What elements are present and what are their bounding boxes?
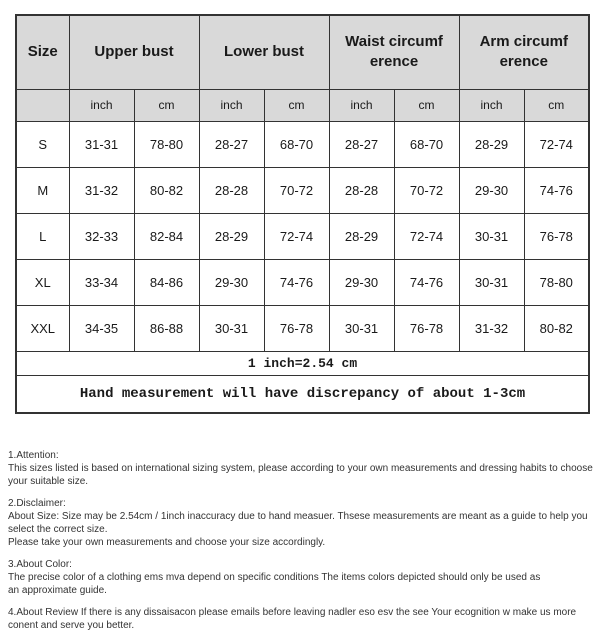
size-chart-table bbox=[15, 14, 590, 414]
table-cell: 33-34 bbox=[69, 259, 134, 305]
note-text: This sizes listed is based on international sizing system, please according to your own measurements and dressing habits to choose your suitable size. bbox=[8, 463, 593, 487]
note-heading: 1.Attention: bbox=[8, 450, 59, 461]
table-cell: 74-76 bbox=[264, 259, 329, 305]
table-cell: 28-29 bbox=[459, 121, 524, 167]
conversion-note: 1 inch=2.54 cm bbox=[16, 351, 589, 375]
table-cell: 30-31 bbox=[329, 305, 394, 351]
table-cell: 29-30 bbox=[329, 259, 394, 305]
size-label: XXL bbox=[16, 305, 69, 351]
table-cell: 29-30 bbox=[199, 259, 264, 305]
column-header-upper-bust: Upper bust bbox=[69, 15, 199, 89]
unit-header: inch bbox=[459, 89, 524, 121]
unit-header-empty bbox=[16, 89, 69, 121]
unit-header: cm bbox=[264, 89, 329, 121]
table-cell: 30-31 bbox=[459, 213, 524, 259]
size-label: XL bbox=[16, 259, 69, 305]
table-cell: 32-33 bbox=[69, 213, 134, 259]
table-cell: 84-86 bbox=[134, 259, 199, 305]
column-header-lower-bust: Lower bust bbox=[199, 15, 329, 89]
column-header-arm-circumference: Arm circumf erence bbox=[459, 15, 589, 89]
table-cell: 28-28 bbox=[199, 167, 264, 213]
table-row-l bbox=[16, 213, 589, 259]
table-cell: 28-27 bbox=[199, 121, 264, 167]
table-cell: 30-31 bbox=[199, 305, 264, 351]
table-cell: 78-80 bbox=[524, 259, 589, 305]
table-row-s bbox=[16, 121, 589, 167]
table-cell: 82-84 bbox=[134, 213, 199, 259]
table-row-xxl bbox=[16, 305, 589, 351]
note-text: conent and serve you better. bbox=[8, 620, 135, 631]
note-text: Please take your own measurements and choose your size accordingly. bbox=[8, 537, 326, 548]
note-heading: 2.Disclaimer: bbox=[8, 498, 66, 509]
table-cell: 28-28 bbox=[329, 167, 394, 213]
size-label: M bbox=[16, 167, 69, 213]
unit-header: inch bbox=[199, 89, 264, 121]
unit-header: inch bbox=[329, 89, 394, 121]
table-cell: 74-76 bbox=[524, 167, 589, 213]
table-row-xl bbox=[16, 259, 589, 305]
table-cell: 28-29 bbox=[329, 213, 394, 259]
measurement-disclaimer-row bbox=[16, 375, 589, 413]
note-about-color bbox=[8, 558, 594, 597]
table-cell: 31-32 bbox=[69, 167, 134, 213]
table-cell: 68-70 bbox=[394, 121, 459, 167]
table-cell: 80-82 bbox=[524, 305, 589, 351]
measurement-disclaimer: Hand measurement will have discrepancy of about 1-3cm bbox=[16, 375, 589, 413]
table-cell: 72-74 bbox=[264, 213, 329, 259]
notes-section bbox=[8, 449, 594, 641]
table-cell: 74-76 bbox=[394, 259, 459, 305]
table-cell: 68-70 bbox=[264, 121, 329, 167]
note-text: The precise color of a clothing ems mva depend on specific conditions The items colors depicted should only be used as bbox=[8, 572, 541, 583]
table-cell: 28-29 bbox=[199, 213, 264, 259]
unit-header: cm bbox=[524, 89, 589, 121]
table-cell: 29-30 bbox=[459, 167, 524, 213]
table-cell: 76-78 bbox=[524, 213, 589, 259]
header-row bbox=[16, 15, 589, 89]
table-cell: 80-82 bbox=[134, 167, 199, 213]
table-cell: 86-88 bbox=[134, 305, 199, 351]
size-label: L bbox=[16, 213, 69, 259]
table-cell: 76-78 bbox=[264, 305, 329, 351]
column-header-waist-circumference: Waist circumf erence bbox=[329, 15, 459, 89]
table-cell: 72-74 bbox=[524, 121, 589, 167]
table-cell: 78-80 bbox=[134, 121, 199, 167]
table-cell: 72-74 bbox=[394, 213, 459, 259]
table-cell: 31-31 bbox=[69, 121, 134, 167]
table-cell: 31-32 bbox=[459, 305, 524, 351]
table-cell: 76-78 bbox=[394, 305, 459, 351]
table-cell: 34-35 bbox=[69, 305, 134, 351]
unit-header: cm bbox=[134, 89, 199, 121]
size-label: S bbox=[16, 121, 69, 167]
table-cell: 70-72 bbox=[394, 167, 459, 213]
note-about-review bbox=[8, 606, 594, 632]
table-row-m bbox=[16, 167, 589, 213]
note-text: 4.About Review If there is any dissaisacon please emails before leaving nadler eso esv the see Your ecognition w make us more bbox=[8, 607, 577, 618]
note-disclaimer bbox=[8, 497, 594, 549]
conversion-note-row bbox=[16, 351, 589, 375]
unit-header-row bbox=[16, 89, 589, 121]
note-heading: 3.About Color: bbox=[8, 559, 72, 570]
note-attention bbox=[8, 449, 594, 488]
note-text: an approximate guide. bbox=[8, 585, 107, 596]
unit-header: inch bbox=[69, 89, 134, 121]
table-cell: 28-27 bbox=[329, 121, 394, 167]
column-header-size: Size bbox=[16, 15, 69, 89]
unit-header: cm bbox=[394, 89, 459, 121]
table-cell: 30-31 bbox=[459, 259, 524, 305]
table-cell: 70-72 bbox=[264, 167, 329, 213]
note-text: About Size: Size may be 2.54cm / 1inch inaccuracy due to hand measuer. Thsese measurements are meant as a guide to help you select the correct size. bbox=[8, 511, 588, 535]
